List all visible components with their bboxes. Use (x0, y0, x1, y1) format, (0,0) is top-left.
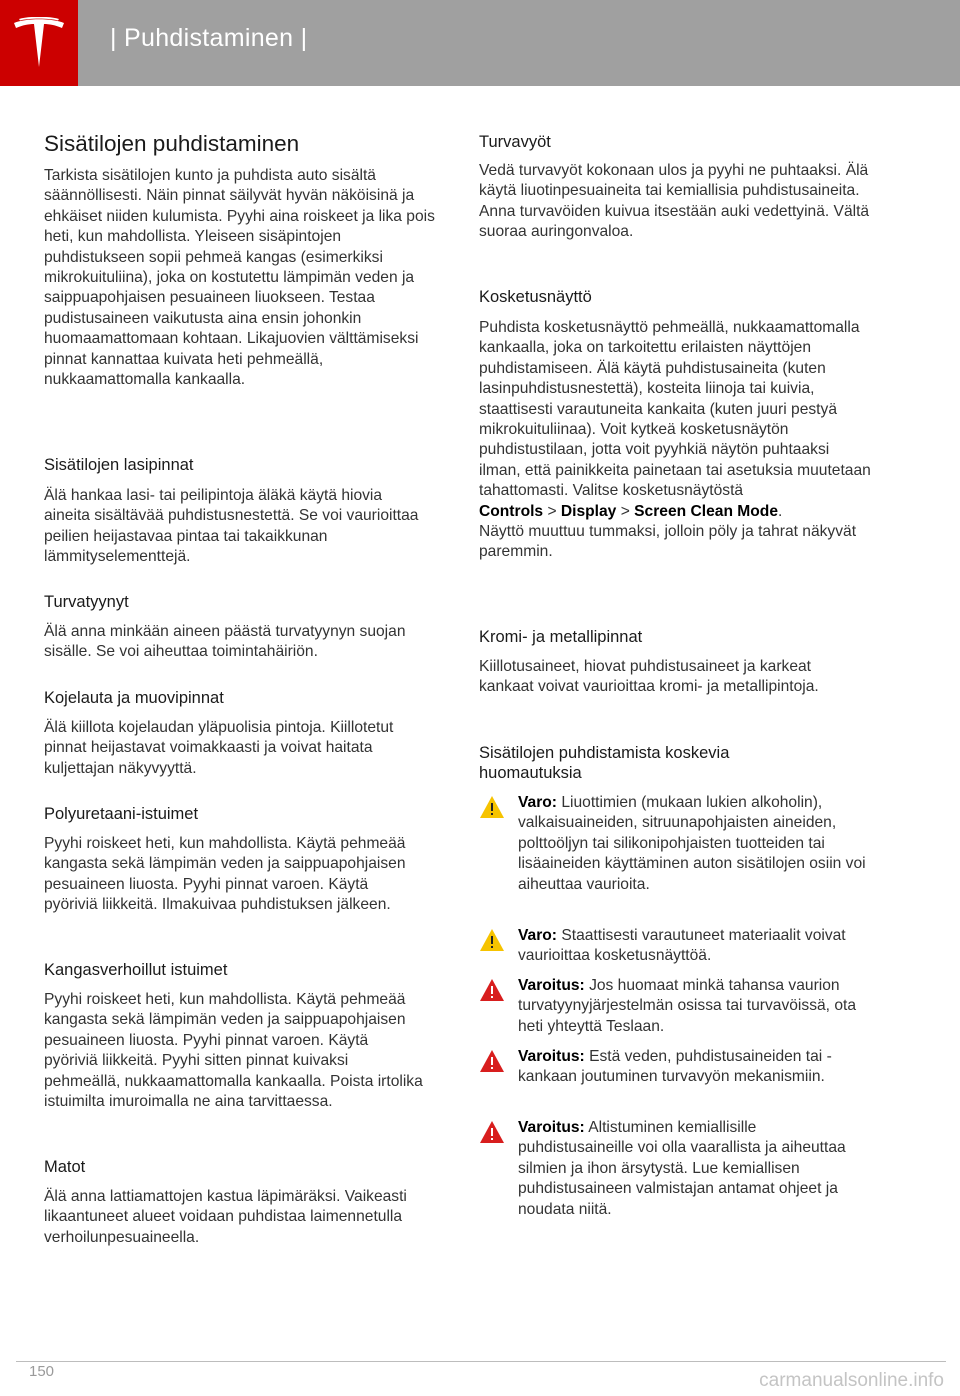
touchscreen-body-text: Puhdista kosketusnäyttö pehmeällä, nukkaamattomalla kankaalla, joka on tarkoitettu erilaisten näyttöjen puhdistamiseen. Älä käytä puhdistusaineita (kuten lasinpuhdistusnestettä), kosteita liinoja tai kuivia, staattisesti varautuneita kankaita (kuten juuri pestyä mikrokuituliinaa). Voit kytkeä kosketusnäytön puhdistustilaan, jotta voit pyyhkiä näytön puhtaaksi ilman, että painikkeita painetaan tai asetuksia muutetaan tahattomasti. Valitse kosketusnäytöstä (479, 319, 871, 500)
section-body: Vedä turvavyöt kokonaan ulos ja pyyhi ne puhtaaksi. Älä käytä liuotinpesuaineita tai kemiallisia puhdistusaineita. Anna turvavöiden kuivua itsestään auki vedettyinä. Vältä suoraa auringonvaloa. (479, 162, 870, 241)
note-label: Varo: (518, 794, 557, 811)
note-label: Varo: (518, 927, 557, 944)
logo-box (0, 0, 78, 86)
warning-icon (479, 978, 505, 1002)
note-body: Estä veden, puhdistusaineiden tai -kankaan joutuminen turvavyön mekanismiin. (518, 1048, 832, 1086)
note-body: Liuottimien (mukaan lukien alkoholin), valkaisuaineiden, sitruunapohjaisten aineiden, polttoöljyn tai silikonipohjaisten tuotteiden tai lisäaineiden käyttäminen auton sisätilojen osiin voi aiheuttaa vaurioita. (518, 794, 866, 893)
watermark: carmanualsonline.info (759, 1370, 944, 1391)
note-label: Varoitus: (518, 977, 585, 994)
section-heading: Polyuretaani-istuimet (44, 805, 199, 823)
menu-path-controls: Controls (479, 502, 544, 520)
note-body: Altistuminen kemiallisille puhdistusaineille voi olla vaarallista ja aiheuttaa silmien ja ihon ärsytystä. Lue kemiallisen puhdistusaineen valmistajan antamat ohjeet ja noudata niitä. (518, 1119, 846, 1218)
caution-icon (479, 795, 505, 819)
section-heading: Matot (44, 1158, 86, 1176)
section-heading: Kromi- ja metallipinnat (479, 628, 643, 646)
menu-path-separator: > (616, 502, 635, 520)
section-body: Älä kiillota kojelaudan yläpuolisia pintoja. Kiillotetut pinnat heijastavat voimakkaasti ja voivat haitata kuljettajan näkyvyyttä. (44, 719, 394, 777)
note-text (518, 976, 872, 1037)
caution-icon (479, 928, 505, 952)
section-heading: Kosketusnäyttö (479, 288, 592, 306)
note-body: Staattisesti varautuneet materiaalit voivat vaurioittaa kosketusnäyttöä. (518, 927, 846, 965)
section-body (479, 318, 871, 563)
note-body: Jos huomaat minkä tahansa vaurion turvatyynyjärjestelmän osissa tai turvavöissä, ota heti yhteyttä Teslaan. (518, 977, 857, 1035)
section-body: Älä hankaa lasi- tai peilipintoja äläkä käytä hiovia aineita sisältävää puhdistusnestettä. Se voi vaurioittaa peilien heijastavaa pintaa tai takaikkunan lämmityselementtejä. (44, 487, 419, 566)
note-text (518, 926, 872, 967)
page-header (0, 0, 960, 86)
section-body: Älä anna lattiamattojen kastua läpimäräksi. Vaikeasti likaantuneet alueet voidaan puhdistaa laimennetulla verhoilunpesuaineella. (44, 1188, 407, 1246)
section-heading: Sisätilojen lasipinnat (44, 456, 194, 474)
note-text (518, 1047, 872, 1088)
page-title: Sisätilojen puhdistaminen (44, 131, 300, 156)
section-heading: Kangasverhoillut istuimet (44, 961, 228, 979)
note-label: Varoitus: (518, 1119, 585, 1136)
section-body: Pyyhi roiskeet heti, kun mahdollista. Käytä pehmeää kangasta sekä lämpimän veden ja saippuapohjaisen pesuaineen liuosta. Pyyhi pinnat varoen. Käytä pyöriviä liikkeitä. Ilmakuivaa puhdistuksen jälkeen. (44, 835, 406, 914)
section-heading: Kojelauta ja muovipinnat (44, 689, 224, 707)
menu-path-separator: > (543, 502, 561, 520)
menu-path-screen-clean-mode: Screen Clean Mode (634, 502, 779, 520)
section-heading: Turvatyynyt (44, 593, 129, 611)
page-number: 150 (29, 1363, 55, 1380)
note-text (518, 793, 872, 895)
section-body: Kiillotusaineet, hiovat puhdistusaineet ja karkeat kankaat voivat vaurioittaa kromi- ja metallipintoja. (479, 658, 819, 696)
warning-icon (479, 1049, 505, 1073)
note-text (518, 1118, 872, 1220)
section-heading: Turvavyöt (479, 133, 551, 151)
touchscreen-tail-text: Näyttö muuttuu tummaksi, jolloin pöly ja tahrat näkyvät paremmin. (479, 523, 857, 561)
section-body: Pyyhi roiskeet heti, kun mahdollista. Käytä pehmeää kangasta sekä lämpimän veden ja saippuapohjaisen pesuaineen liuosta. Pyyhi pinnat varoen. Käytä pyöriviä liikkeitä. Pyyhi sitten pinnat kuivaksi pehmeällä, nukkaamattomalla kankaalla. Poista irtolika istuimilta imuroimalla ne aina tarvittaessa. (44, 991, 423, 1111)
section-heading: Sisätilojen puhdistamista koskevia huomautuksia (479, 744, 730, 782)
warning-icon (479, 1120, 505, 1144)
menu-path-display: Display (560, 502, 617, 520)
intro-paragraph: Tarkista sisätilojen kunto ja puhdista auto sisältä säännöllisesti. Näin pinnat säilyvät hyvän näköisinä ja ehkäiset niiden kulumista. Pyyhi aina roiskeet ja lika pois heti, kun mahdollista. Yleiseen sisäpintojen puhdistukseen sopii pehmeä kangas (esimerkiksi mikrokuituliina), joka on kostutettu lämpimän veden ja saippuapohjaisen pesuaineen liuokseen. Testaa pudistusaineen vaikutusta aina ensin johonkin huomaamattomaan kohtaan. Likajuovien välttämiseksi pinnat kannattaa kuivata heti pehmeällä, nukkaamattomalla kankaalla. (44, 167, 435, 389)
section-body: Älä anna minkään aineen päästä turvatyynyn suojan sisälle. Se voi aiheuttaa toimintahäiriön. (44, 623, 406, 661)
note-label: Varoitus: (518, 1048, 585, 1065)
menu-path-end: . (778, 502, 783, 520)
header-title: | Puhdistaminen | (110, 24, 308, 52)
footer-divider (16, 1361, 946, 1362)
tesla-logo-icon (11, 17, 67, 69)
